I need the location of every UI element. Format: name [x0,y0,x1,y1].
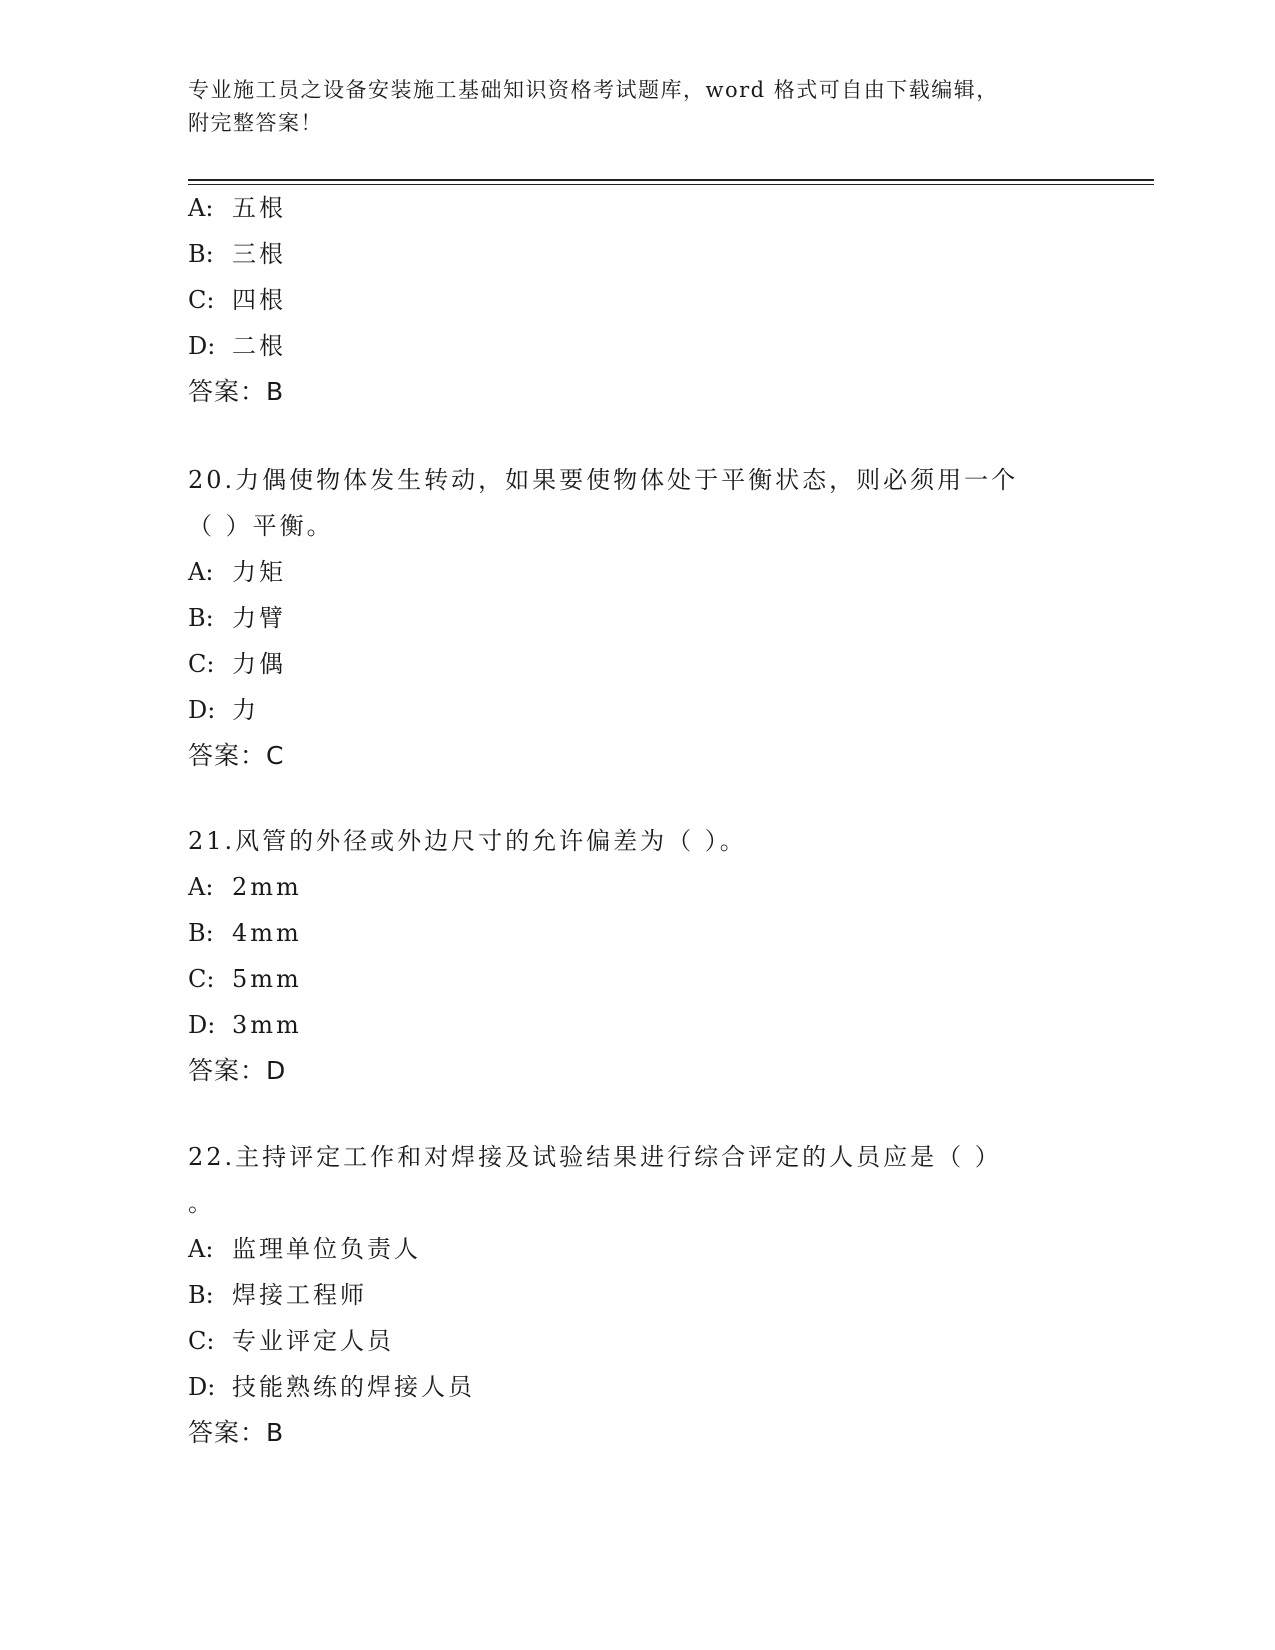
option-a: A: 五根 [188,194,286,222]
option-d: D: 二根 [188,332,286,360]
question-text-line-2: 。 [188,1189,215,1217]
answer: 答案：B [188,377,285,406]
question-text-line-2: （ ）平衡。 [188,512,334,540]
question-text-line-1: 20.力偶使物体发生转动，如果要使物体处于平衡状态，则必须用一个 [188,466,1019,494]
option-b: B: 4mm [188,919,302,947]
header-line-2: 附完整答案！ [188,111,323,135]
option-d: D: 技能熟练的焊接人员 [188,1373,475,1401]
option-d: D: 力 [188,696,259,724]
answer: 答案：C [188,741,285,770]
document-header [188,74,1088,140]
question-21 [188,818,1088,1094]
option-c: C: 力偶 [188,650,286,678]
option-a: A: 监理单位负责人 [188,1235,421,1263]
option-c: C: 5mm [188,965,302,993]
option-a: A: 2mm [188,873,302,901]
answer: 答案：B [188,1418,285,1447]
question-text-line-1: 22.主持评定工作和对焊接及试验结果进行综合评定的人员应是（ ） [188,1143,1002,1171]
header-line-1: 专业施工员之设备安装施工基础知识资格考试题库，word 格式可自由下载编辑， [188,78,999,102]
option-c: C: 四根 [188,286,286,314]
option-b: B: 力臂 [188,604,286,632]
question-text-line-1: 21.风管的外径或外边尺寸的允许偏差为（ ）。 [188,827,747,855]
question-20 [188,457,1088,779]
option-c: C: 专业评定人员 [188,1327,394,1355]
option-a: A: 力矩 [188,558,286,586]
question-19 [188,185,1088,415]
option-b: B: 三根 [188,240,286,268]
header-rule-thick [188,179,1154,181]
option-d: D: 3mm [188,1011,302,1039]
answer: 答案：D [188,1056,287,1085]
option-b: B: 焊接工程师 [188,1281,367,1309]
question-22 [188,1134,1088,1456]
